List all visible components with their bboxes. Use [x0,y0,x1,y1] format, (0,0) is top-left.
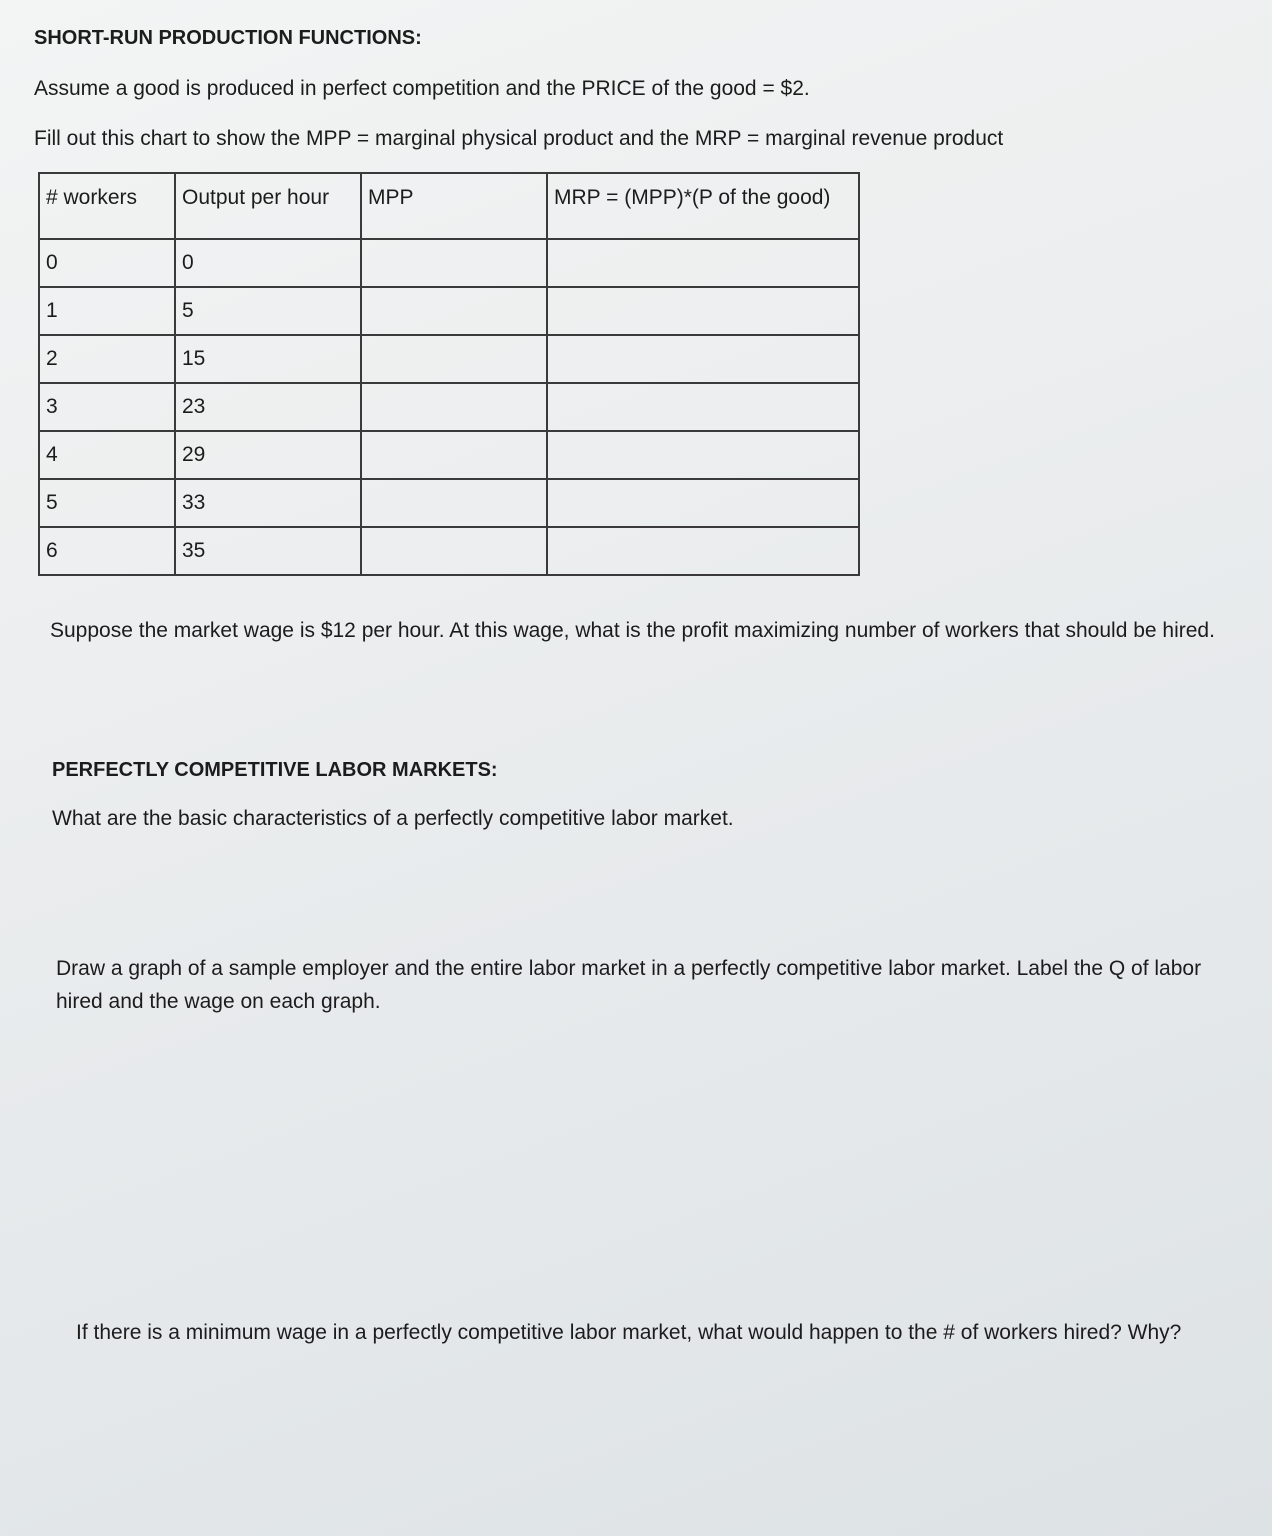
output-cell: 15 [175,335,361,383]
characteristics-question: What are the basic characteristics of a perfectly competitive labor market. [52,807,734,830]
header-mrp: MRP = (MPP)*(P of the good) [547,173,859,239]
graph-question: Draw a graph of a sample employer and the entire labor market in a perfectly competitive labor market. Label the Q of labor hired and the wage on each graph. [56,957,1202,1013]
assumption-text: Assume a good is produced in perfect competition and the PRICE of the good = $2. [34,77,810,100]
mpp-cell[interactable] [361,431,547,479]
mrp-cell[interactable] [547,431,859,479]
header-workers: # workers [39,173,175,239]
workers-cell: 1 [39,287,175,335]
mrp-cell[interactable] [547,383,859,431]
mpp-cell[interactable] [361,239,547,287]
workers-cell: 4 [39,431,175,479]
header-output: Output per hour [175,173,361,239]
wage-question: Suppose the market wage is $12 per hour. At this wage, what is the profit maximizing number of workers that should be hired. [50,619,1215,642]
workers-cell: 6 [39,527,175,575]
mrp-cell[interactable] [547,479,859,527]
section-heading-labor-markets: PERFECTLY COMPETITIVE LABOR MARKETS: [52,759,498,781]
output-cell: 33 [175,479,361,527]
mrp-cell[interactable] [547,527,859,575]
output-cell: 23 [175,383,361,431]
table-row [39,383,859,431]
output-cell: 5 [175,287,361,335]
workers-cell: 2 [39,335,175,383]
header-mpp: MPP [361,173,547,239]
table-row [39,239,859,287]
table-row [39,527,859,575]
mpp-cell[interactable] [361,527,547,575]
output-cell: 29 [175,431,361,479]
mpp-cell[interactable] [361,479,547,527]
table-row [39,431,859,479]
table-row [39,287,859,335]
mpp-cell[interactable] [361,287,547,335]
section-heading-short-run: SHORT-RUN PRODUCTION FUNCTIONS: [34,27,422,49]
workers-cell: 5 [39,479,175,527]
instruction-text: Fill out this chart to show the MPP = marginal physical product and the MRP = marginal revenue product [34,127,1004,150]
workers-cell: 3 [39,383,175,431]
table-row [39,479,859,527]
minimum-wage-question: If there is a minimum wage in a perfectly competitive labor market, what would happen to the # of workers hired? Why? [76,1321,1182,1344]
production-table [38,172,860,576]
mrp-cell[interactable] [547,239,859,287]
mpp-cell[interactable] [361,335,547,383]
mrp-cell[interactable] [547,335,859,383]
output-cell: 0 [175,239,361,287]
table-row [39,335,859,383]
workers-cell: 0 [39,239,175,287]
output-cell: 35 [175,527,361,575]
mpp-cell[interactable] [361,383,547,431]
table-header-row [39,173,859,239]
mrp-cell[interactable] [547,287,859,335]
